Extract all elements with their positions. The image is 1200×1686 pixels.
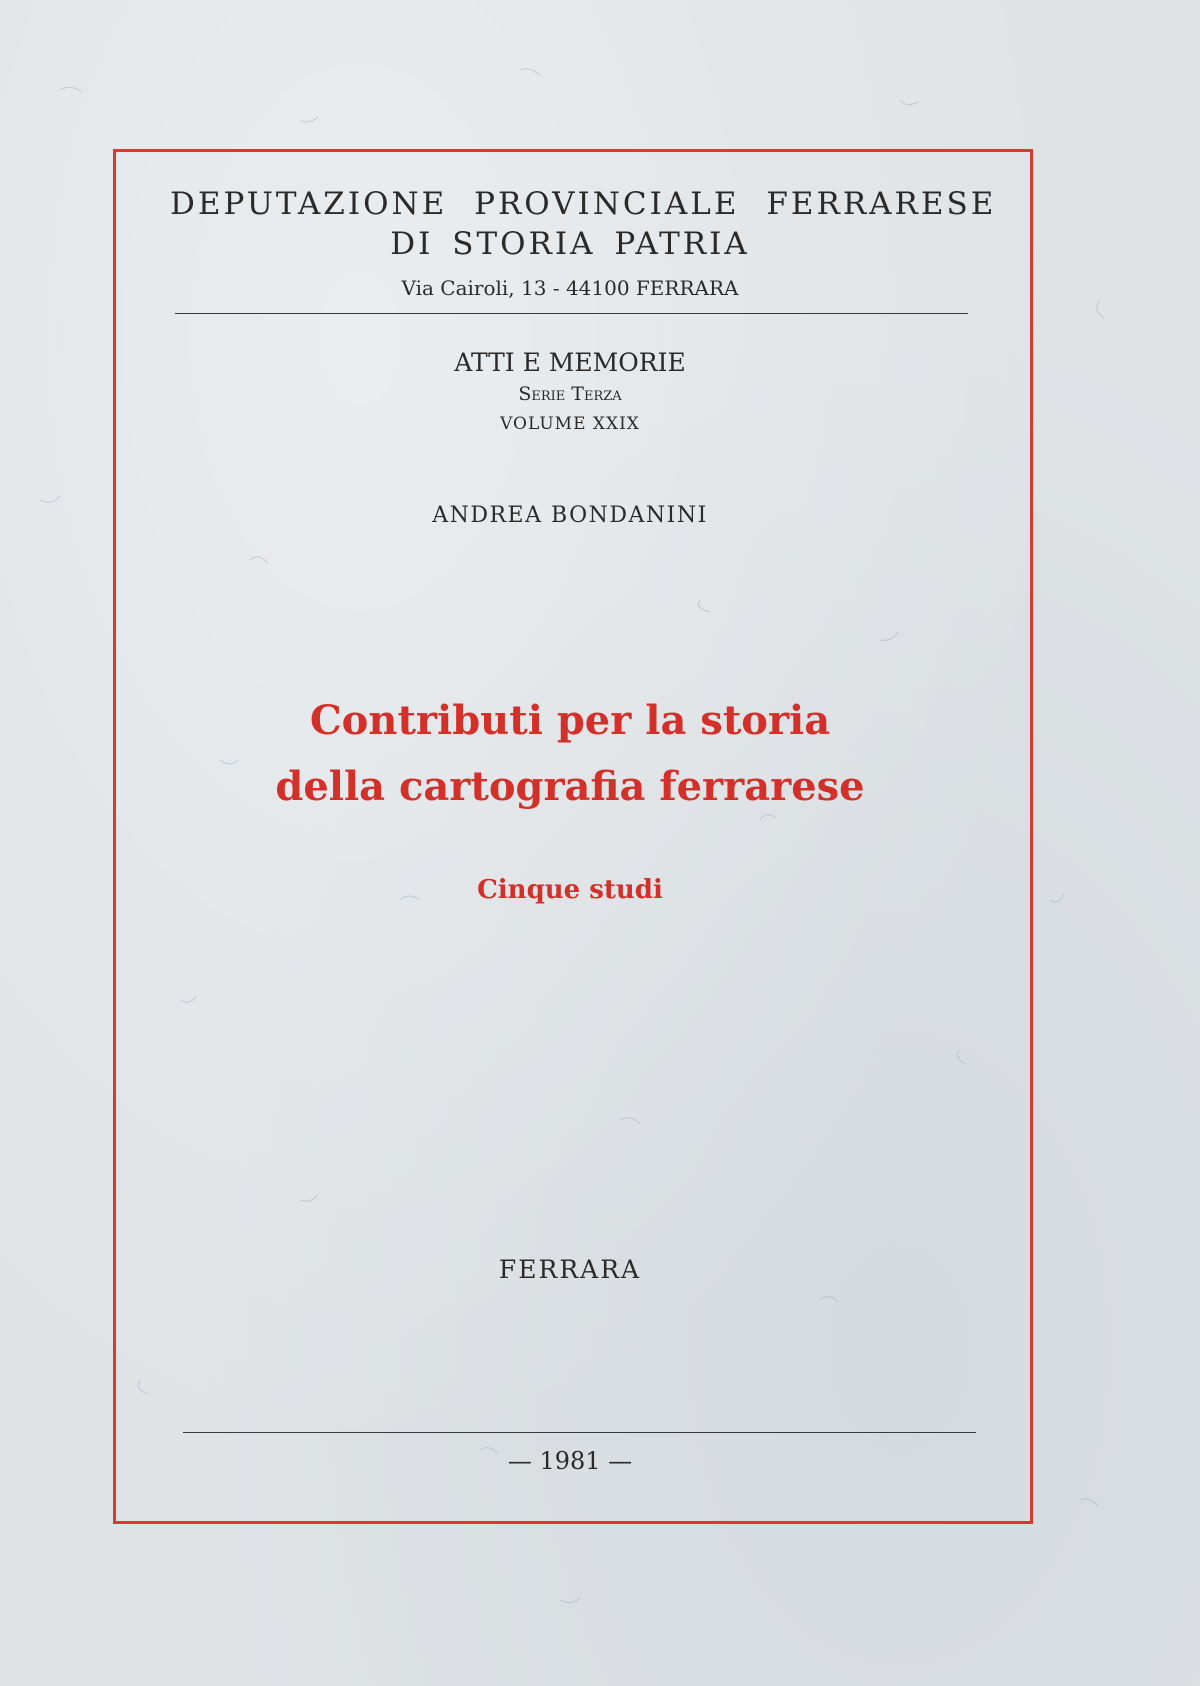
imprint-year: — 1981 —	[507, 1447, 633, 1475]
top-divider	[175, 313, 968, 314]
book-title-line1: Contributi per la storia	[309, 697, 831, 744]
series-subtitle: Serie Terza	[518, 383, 622, 405]
series-volume: VOLUME XXIX	[500, 414, 640, 434]
author-name: ANDREA BONDANINI	[432, 503, 708, 528]
book-subtitle: Cinque studi	[477, 875, 663, 905]
publisher-address: Via Cairoli, 13 - 44100 FERRARA	[401, 276, 739, 300]
imprint-place: FERRARA	[498, 1255, 642, 1284]
publisher-name-line1: DEPUTAZIONE PROVINCIALE FERRARESE	[170, 186, 997, 222]
book-title-line2: della cartografia ferrarese	[275, 763, 865, 810]
bottom-divider	[183, 1432, 976, 1433]
publisher-name-line2: DI STORIA PATRIA	[390, 226, 750, 262]
series-title: ATTI E MEMORIE	[454, 348, 686, 377]
